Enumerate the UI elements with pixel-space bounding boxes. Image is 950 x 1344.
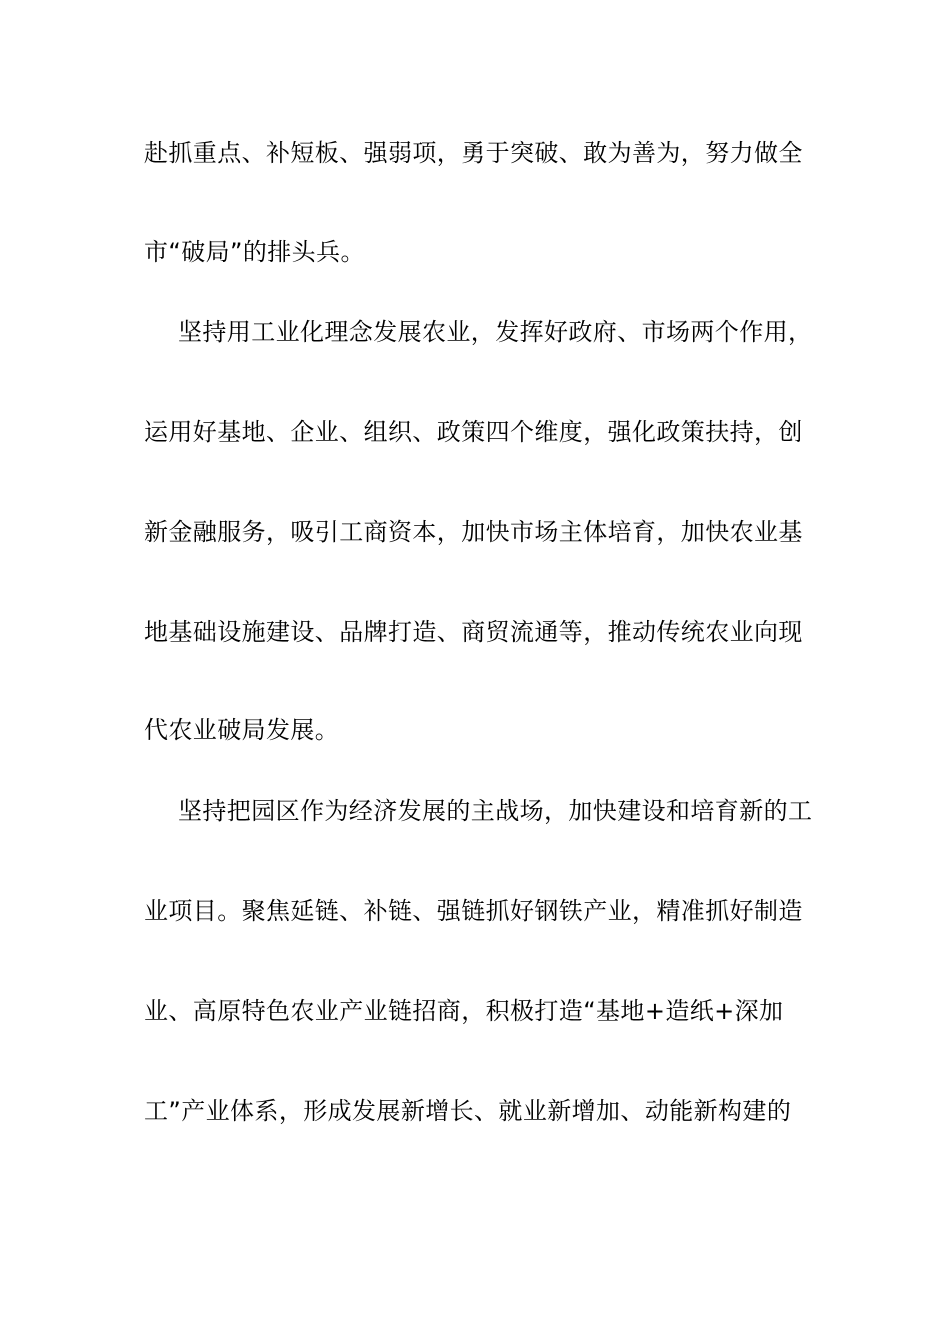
text-line: 代农业破局发展。 bbox=[144, 716, 340, 744]
text-line: 市“破局”的排头兵。 bbox=[144, 238, 365, 266]
text-line: 运用好基地、企业、组织、政策四个维度，强化政策扶持，创 bbox=[144, 418, 803, 446]
text-line: 业项目。聚焦延链、补链、强链抓好钢铁产业，精准抓好制造 bbox=[144, 897, 803, 925]
text-line: 工”产业体系，形成发展新增长、就业新增加、动能新构建的 bbox=[144, 1097, 792, 1125]
paragraph-first-line: 坚持用工业化理念发展农业，发挥好政府、市场两个作用， bbox=[178, 318, 813, 346]
text-line: 赴抓重点、补短板、强弱项，勇于突破、敢为善为，努力做全 bbox=[144, 139, 803, 167]
paragraph-first-line: 坚持把园区作为经济发展的主战场，加快建设和培育新的工 bbox=[178, 797, 813, 825]
text-line: 新金融服务，吸引工商资本，加快市场主体培育，加快农业基 bbox=[144, 518, 803, 546]
text-line: 地基础设施建设、品牌打造、商贸流通等，推动传统农业向现 bbox=[144, 618, 803, 646]
text-line: 业、高原特色农业产业链招商，积极打造“基地+造纸+深加 bbox=[144, 997, 784, 1025]
